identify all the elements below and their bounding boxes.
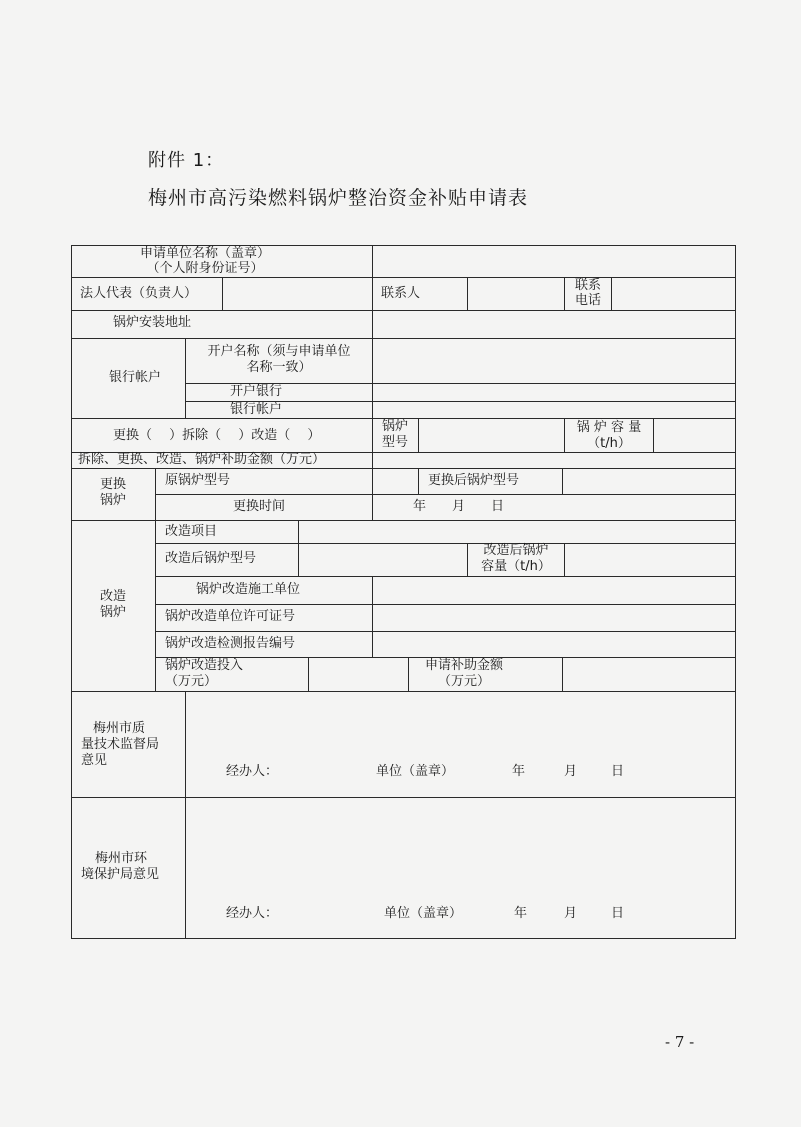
subsidy-total-label: 拆除、更换、改造、锅炉补助金额（万元） — [78, 452, 326, 467]
attachment-label: 附件 1： — [148, 150, 225, 171]
opening-bank-label: 开户银行 — [229, 384, 282, 399]
retrofit-item-label: 改造项目 — [165, 524, 218, 539]
boiler-capacity-unit: （t/h） — [587, 436, 631, 451]
env-day: 日 — [611, 906, 625, 921]
replace-date: 年 月 日 — [413, 499, 505, 514]
bank-account-group-label: 银行帐户 — [109, 370, 162, 385]
quality-year: 年 — [512, 764, 526, 779]
quality-bureau-label: 梅州市质 — [93, 721, 146, 736]
boiler-capacity-label: 锅 炉 容 量 — [576, 420, 642, 435]
retrofit-capacity-label: 改造后锅炉 — [483, 543, 549, 558]
applicant-name-label: 申请单位名称（盖章） — [139, 246, 270, 261]
apply-subsidy-unit: （万元） — [437, 674, 490, 689]
quality-bureau-label-3: 意见 — [81, 753, 108, 768]
retrofit-group-label-2: 锅炉 — [99, 605, 126, 620]
retrofit-license-label: 锅炉改造单位许可证号 — [165, 609, 296, 624]
install-address-label: 锅炉安装地址 — [113, 315, 192, 330]
quality-handler-label: 经办人： — [226, 764, 279, 779]
env-bureau-label: 梅州市环 — [95, 851, 148, 866]
action-options: 更换（ ）拆除（ ）改造（ ） — [113, 428, 321, 443]
quality-unit-seal-label: 单位（盖章） — [376, 764, 455, 779]
replace-group-label-2: 锅炉 — [99, 493, 126, 508]
quality-day: 日 — [611, 764, 625, 779]
page-number: - 7 - — [665, 1033, 695, 1051]
contact-person-label: 联系人 — [381, 286, 421, 301]
new-model-label: 更换后锅炉型号 — [428, 473, 520, 488]
quality-bureau-label-2: 量技术监督局 — [81, 737, 160, 752]
quality-month: 月 — [564, 764, 578, 779]
retrofit-invest-unit: （万元） — [165, 674, 218, 689]
retrofit-capacity-unit: 容量（t/h） — [481, 559, 551, 574]
boiler-model-label: 锅炉 — [381, 419, 408, 434]
retrofit-model-label: 改造后锅炉型号 — [165, 551, 257, 566]
replace-time-label: 更换时间 — [233, 499, 286, 514]
contact-phone-label-2: 电话 — [574, 293, 601, 308]
legal-rep-label: 法人代表（负责人） — [80, 286, 198, 301]
original-model-label: 原锅炉型号 — [165, 473, 231, 488]
bank-account-label: 银行帐户 — [229, 402, 282, 417]
env-bureau-label-2: 境保护局意见 — [81, 867, 160, 882]
env-unit-seal-label: 单位（盖章） — [384, 906, 463, 921]
form-title: 梅州市高污染燃料锅炉整治资金补贴申请表 — [148, 187, 529, 209]
contact-phone-label: 联系 — [574, 278, 601, 293]
account-name-label-2: 名称一致） — [246, 360, 312, 375]
boiler-model-label-2: 型号 — [381, 435, 408, 450]
env-year: 年 — [514, 906, 528, 921]
retrofit-group-label: 改造 — [99, 589, 126, 604]
retrofit-contractor-label: 锅炉改造施工单位 — [196, 582, 301, 597]
retrofit-invest-label: 锅炉改造投入 — [165, 658, 244, 673]
apply-subsidy-label: 申请补助金额 — [424, 658, 503, 673]
retrofit-report-label: 锅炉改造检测报告编号 — [165, 636, 296, 651]
account-name-label: 开户名称（须与申请单位 — [207, 344, 351, 359]
replace-group-label: 更换 — [99, 477, 126, 492]
env-handler-label: 经办人： — [226, 906, 279, 921]
env-month: 月 — [564, 906, 578, 921]
applicant-id-label: （个人附身份证号） — [146, 261, 264, 276]
